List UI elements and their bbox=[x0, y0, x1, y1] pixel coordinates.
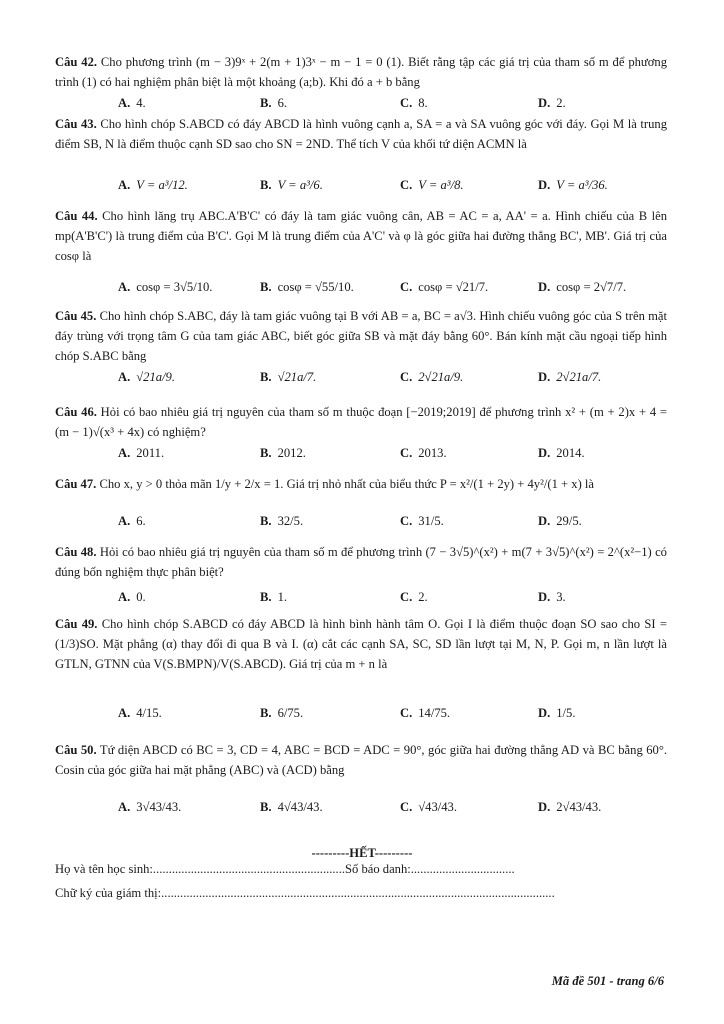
question-48 bbox=[55, 542, 667, 582]
options-47 bbox=[118, 514, 678, 544]
option-a: A. 4/15. bbox=[118, 706, 162, 720]
option-c: C. 14/75. bbox=[400, 706, 451, 720]
option-a: A. 6. bbox=[118, 514, 146, 528]
question-text: Cho phương trình (m − 3)9ˣ + 2(m + 1)3ˣ − m − 1 = 0 (1). Biết rằng tập các giá trị của tham số m để phương trình (1) có hai nghiệm phân biệt là một khoảng (a;b). Khi đó a + b bằng bbox=[55, 55, 667, 89]
student-name-line: Họ và tên học sinh:.............................................................Số báo danh:................................. bbox=[55, 862, 515, 876]
question-label: Câu 42. bbox=[55, 55, 98, 69]
option-c: C. 2. bbox=[400, 590, 428, 604]
option-d: D. 2√21a/7. bbox=[538, 370, 602, 384]
question-text: Cho hình chóp S.ABC, đáy là tam giác vuông tại B với AB = a, BC = a√3. Hình chiếu vuông góc của S trên mặt đáy trùng với trọng tâm G của tam giác ABC, biết góc giữa SB và mặt đáy bằng 60°. Bán kính mặt cầu ngoại tiếp hình chóp S.ABC bằng bbox=[55, 309, 667, 363]
option-c: C. 2013. bbox=[400, 446, 447, 460]
option-a: A. 0. bbox=[118, 590, 146, 604]
question-label: Câu 43. bbox=[55, 117, 97, 131]
question-label: Câu 47. bbox=[55, 477, 97, 491]
question-text: Hỏi có bao nhiêu giá trị nguyên của tham số m thuộc đoạn [−2019;2019] để phương trình x² + (m + 2)x + 4 = (m − 1)√(x³ + 4x) có nghiệm? bbox=[55, 405, 667, 439]
option-a: A. 3√43/43. bbox=[118, 800, 182, 814]
question-label: Câu 50. bbox=[55, 743, 97, 757]
option-d: D. cosφ = 2√7/7. bbox=[538, 280, 627, 294]
option-a: A. 2011. bbox=[118, 446, 165, 460]
option-b: B. cosφ = √55/10. bbox=[260, 280, 354, 294]
page-footer: Mã đề 501 - trang 6/6 bbox=[551, 974, 664, 988]
question-46 bbox=[55, 402, 667, 442]
option-a: A. V = a³/12. bbox=[118, 178, 188, 192]
option-b: B. 6. bbox=[260, 96, 288, 110]
end-mark: ---------HẾT--------- bbox=[311, 846, 413, 860]
question-label: Câu 44. bbox=[55, 209, 98, 223]
question-45 bbox=[55, 306, 667, 366]
option-c: C. cosφ = √21/7. bbox=[400, 280, 489, 294]
option-d: D. 29/5. bbox=[538, 514, 582, 528]
question-text: Hỏi có bao nhiêu giá trị nguyên của tham số m để phương trình (7 − 3√5)^(x²) + m(7 + 3√5)^(x²) = 2^(x²−1) có đúng bốn nghiệm thực phân biệt? bbox=[55, 545, 667, 579]
options-49 bbox=[118, 706, 678, 736]
options-45 bbox=[118, 370, 678, 400]
question-text: Cho hình chóp S.ABCD có đáy ABCD là hình bình hành tâm O. Gọi I là điểm thuộc đoạn SO sao cho SI = (1/3)SO. Mặt phẳng (α) thay đổi đi qua B và I. (α) cắt các cạnh SA, SC, SD lần lượt tại M, N, P. Gọi m, n lần lượt là GTLN, GTNN của V(S.BMPN)/V(S.ABCD). Giá trị của m + n là bbox=[55, 617, 667, 671]
question-42 bbox=[55, 52, 667, 92]
option-c: C. 8. bbox=[400, 96, 428, 110]
option-d: D. V = a³/36. bbox=[538, 178, 608, 192]
option-b: B. 2012. bbox=[260, 446, 306, 460]
proctor-signature-line: Chữ ký của giám thị:............................................................................................................................. bbox=[55, 886, 555, 900]
question-label: Câu 48. bbox=[55, 545, 97, 559]
question-label: Câu 49. bbox=[55, 617, 98, 631]
question-44 bbox=[55, 206, 667, 266]
option-c: C. 31/5. bbox=[400, 514, 444, 528]
option-a: A. 4. bbox=[118, 96, 146, 110]
option-b: B. V = a³/6. bbox=[260, 178, 323, 192]
question-47 bbox=[55, 474, 667, 494]
question-label: Câu 45. bbox=[55, 309, 97, 323]
question-text: Tứ diện ABCD có BC = 3, CD = 4, ABC = BCD = ADC = 90°, góc giữa hai đường thẳng AD và BC bằng 60°. Cosin của góc giữa hai mặt phẳng (ABC) và (ACD) bằng bbox=[55, 743, 668, 777]
options-50 bbox=[118, 800, 678, 830]
question-label: Câu 46. bbox=[55, 405, 97, 419]
option-c: C. V = a³/8. bbox=[400, 178, 464, 192]
option-d: D. 2014. bbox=[538, 446, 585, 460]
option-c: C. √43/43. bbox=[400, 800, 457, 814]
option-b: B. √21a/7. bbox=[260, 370, 317, 384]
options-46 bbox=[118, 446, 678, 476]
option-a: A. cosφ = 3√5/10. bbox=[118, 280, 213, 294]
option-d: D. 3. bbox=[538, 590, 566, 604]
option-b: B. 6/75. bbox=[260, 706, 304, 720]
question-text: Cho hình lăng trụ ABC.A'B'C' có đáy là tam giác vuông cân, AB = AC = a, AA' = a. Hình chiếu của B lên mp(A'B'C') là trung điểm của B'C'. Gọi M là trung điểm của A'C' và φ là góc giữa hai đường thẳng BC', MB'. Giá trị của cosφ là bbox=[55, 209, 667, 263]
option-d: D. 2. bbox=[538, 96, 566, 110]
option-b: B. 4√43/43. bbox=[260, 800, 323, 814]
option-b: B. 1. bbox=[260, 590, 288, 604]
option-c: C. 2√21a/9. bbox=[400, 370, 464, 384]
question-text: Cho hình chóp S.ABCD có đáy ABCD là hình vuông cạnh a, SA = a và SA vuông góc với đáy. Gọi M là trung điểm SB, N là điểm thuộc cạnh SD sao cho SN = 2ND. Thể tích V của khối tứ diện ACMN là bbox=[55, 117, 667, 151]
question-43 bbox=[55, 114, 667, 154]
option-d: D. 1/5. bbox=[538, 706, 576, 720]
question-50 bbox=[55, 740, 667, 780]
option-d: D. 2√43/43. bbox=[538, 800, 602, 814]
options-43 bbox=[118, 178, 678, 208]
question-49 bbox=[55, 614, 667, 674]
option-b: B. 32/5. bbox=[260, 514, 304, 528]
option-a: A. √21a/9. bbox=[118, 370, 175, 384]
question-text: Cho x, y > 0 thỏa mãn 1/y + 2/x = 1. Giá trị nhỏ nhất của biểu thức P = x²/(1 + 2y) + 4y²/(1 + x) là bbox=[99, 477, 594, 491]
